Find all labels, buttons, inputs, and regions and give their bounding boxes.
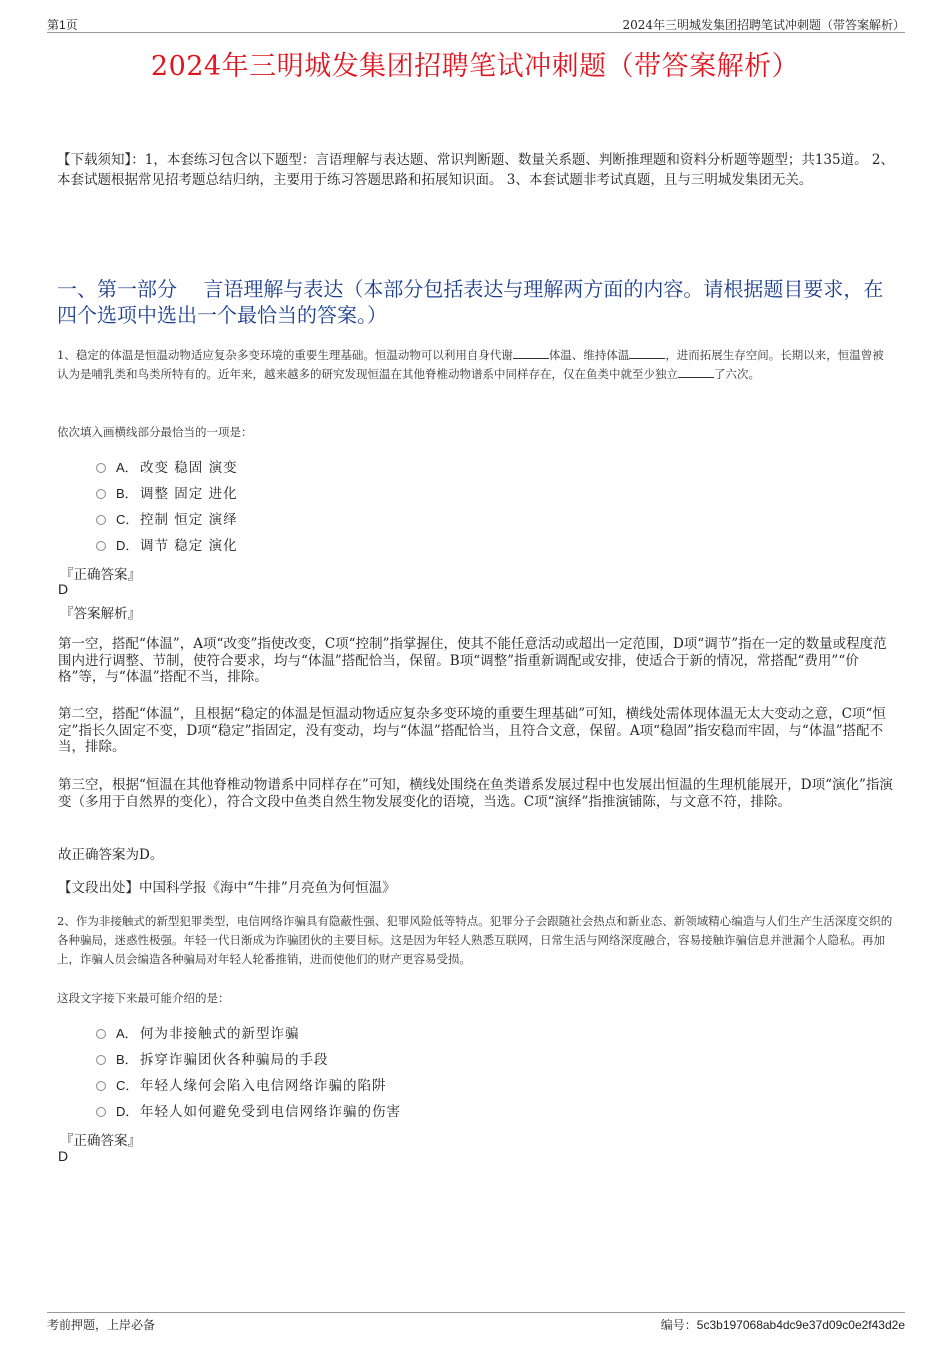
radio-icon[interactable] (96, 1029, 106, 1039)
option-d[interactable]: D． 年轻人如何避免受到电信网络诈骗的伤害 (96, 1097, 401, 1123)
question-2-stem: 2、作为非接触式的新型犯罪类型，电信网络诈骗具有隐蔽性强、犯罪风险低等特点。犯罪分子会跟随社会热点和新业态、新领域精心编造与人们生产生活深度交织的各种骗局，迷惑性极强。年轻一代日渐成为诈骗团伙的主要目标。这是因为年轻人熟悉互联网，日常生活与网络深度融合，容易接触诈骗信息并泄漏个人隐私。再加上，诈骗人员会编造各种骗局对年轻人轮番推销，进而使他们的财产更容易受损。 (57, 914, 893, 966)
question-1-stem: 1、稳定的体温是恒温动物适应复杂多变环境的重要生理基础。恒温动物可以利用自身代谢 体温、维持体温 ，进而拓展生存空间。长期以来，恒温曾被认为是哺乳类和鸟类所特有的。近年来，越来越多的研究发现恒温在其他脊椎动物谱系中同样存在，仅在鱼类中就至少独立 了六次。 (57, 348, 884, 381)
page-header (47, 14, 905, 33)
analysis-conclusion: 故正确答案为D。 (58, 847, 164, 863)
document-title: 2024年三明城发集团招聘笔试冲刺题（带答案解析） (150, 51, 800, 82)
option-c[interactable]: C． 年轻人缘何会陷入电信网络诈骗的陷阱 (96, 1071, 401, 1097)
question-2-prompt: 这段文字接下来最可能介绍的是： (57, 991, 230, 1005)
analysis-paragraph-2: 第二空，搭配“体温”，且根据“稳定的体温是恒温动物适应复杂多变环境的重要生理基础”可知，横线处需体现体温无太大变动之意，C项“恒定”指长久固定不变，D项“稳定”指固定，没有变动，均与“体温”搭配恰当，且符合文意，保留。A项“稳固”指安稳而牢固，与“体温”搭配不当，排除。 (58, 706, 886, 755)
page-number: 第1页 (47, 18, 78, 32)
radio-icon[interactable] (96, 515, 106, 525)
option-b[interactable]: B． 调整 固定 进化 (96, 479, 238, 505)
footer-slogan: 考前押题，上岸必备 (47, 1318, 156, 1332)
radio-icon[interactable] (96, 541, 106, 551)
radio-icon[interactable] (96, 463, 106, 473)
blank-2 (629, 346, 665, 359)
question-1-prompt: 依次填入画横线部分最恰当的一项是： (57, 425, 253, 439)
document-code: 编号：5c3b197068ab4dc9e37d09c0e2f43d2e (660, 1318, 905, 1332)
radio-icon[interactable] (96, 1081, 106, 1091)
header-doc-title: 2024年三明城发集团招聘笔试冲刺题（带答案解析） (622, 18, 905, 32)
answer-label: 『正确答案』 (60, 1133, 141, 1149)
option-b[interactable]: B． 拆穿诈骗团伙各种骗局的手段 (96, 1045, 401, 1071)
analysis-label: 『答案解析』 (60, 606, 141, 622)
radio-icon[interactable] (96, 1107, 106, 1117)
source-citation: 【文段出处】中国科学报《海中“牛排”月亮鱼为何恒温》 (58, 880, 396, 896)
blank-3 (678, 365, 714, 378)
option-c[interactable]: C． 控制 恒定 演绎 (96, 505, 238, 531)
download-notice: 【下载须知】：1，本套练习包含以下题型：言语理解与表达题、常识判断题、数量关系题、判断推理题和资料分析题等题型；共135道。 2、本套试题根据常见招考题总结归纳，主要用于练习答题思路和拓展知识面。 3、本套试题非考试真题，且与三明城发集团无关。 (57, 152, 894, 188)
radio-icon[interactable] (96, 1055, 106, 1065)
answer-value: D (58, 1148, 69, 1164)
page-footer (47, 1312, 905, 1332)
blank-1 (513, 346, 549, 359)
question-2-options (96, 1019, 401, 1123)
question-1-options (96, 453, 238, 557)
answer-label: 『正确答案』 (60, 567, 141, 583)
radio-icon[interactable] (96, 489, 106, 499)
answer-value: D (58, 581, 69, 597)
analysis-paragraph-1: 第一空，搭配“体温”，A项“改变”指使改变，C项“控制”指掌握住，使其不能任意活动或超出一定范围，D项“调节”指在一定的数量或程度范围内进行调整、节制，使符合要求，均与“体温”搭配恰当，保留。B项“调整”指重新调配或安排，使适合于新的情况，常搭配“费用”“价格”等，与“体温”搭配不当，排除。 (58, 636, 887, 685)
analysis-paragraph-3: 第三空，根据“恒温在其他脊椎动物谱系中同样存在”可知，横线处围绕在鱼类谱系发展过程中也发展出恒温的生理机能展开，D项“演化”指演变（多用于自然界的变化），符合文段中鱼类自然生物发展变化的语境，当选。C项“演绎”指推演铺陈，与文意不符，排除。 (58, 777, 893, 810)
option-d[interactable]: D． 调节 稳定 演化 (96, 531, 238, 557)
section-heading: 一、第一部分 言语理解与表达（本部分包括表达与理解两方面的内容。请根据题目要求，在四个选项中选出一个最恰当的答案。） (57, 277, 884, 327)
option-a[interactable]: A． 何为非接触式的新型诈骗 (96, 1019, 401, 1045)
option-a[interactable]: A． 改变 稳固 演变 (96, 453, 238, 479)
